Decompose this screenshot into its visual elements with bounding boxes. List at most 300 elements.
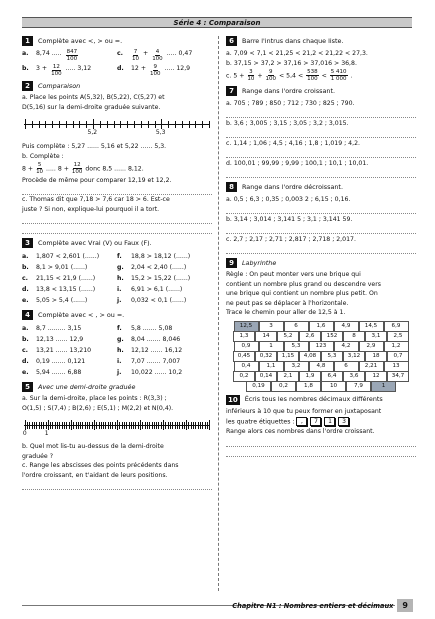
true-false-item[interactable] [117, 274, 212, 283]
tick-mark [59, 422, 60, 429]
compare-item[interactable] [22, 368, 117, 377]
true-false-item[interactable] [117, 263, 212, 272]
answer-line[interactable] [226, 205, 416, 214]
fraction [72, 162, 83, 175]
tick-mark [170, 422, 171, 429]
numerator: 4 [155, 49, 160, 55]
tick-mark [25, 119, 26, 129]
answer-line[interactable] [226, 225, 416, 234]
exercise-number: 3 [22, 238, 33, 248]
tick-mark [209, 121, 210, 128]
item-text: 0,19 ....... 0,121 [36, 358, 86, 365]
brick[interactable]: 14 [255, 331, 277, 342]
tick-mark [177, 422, 178, 429]
tick-mark [76, 422, 77, 429]
tick-mark [29, 422, 30, 429]
brick[interactable]: 12 [365, 371, 387, 382]
brick[interactable]: 1,3 [233, 331, 255, 342]
item-text: 12,12 ...... 16,12 [131, 347, 183, 354]
answer-line[interactable] [22, 225, 212, 234]
denominator: 100 [71, 169, 83, 175]
question-b-cont: graduée ? [22, 452, 53, 460]
brick[interactable]: 2,5 [387, 331, 409, 342]
brick[interactable]: 0,2 [233, 371, 255, 382]
tick-mark [202, 121, 203, 128]
tick-mark [147, 422, 148, 429]
true-false-item[interactable] [22, 285, 117, 294]
tick-mark [168, 422, 169, 429]
denominator: 10 [247, 76, 255, 82]
tick-mark [161, 119, 162, 129]
item-label: c. [226, 72, 232, 80]
tick-mark [189, 121, 190, 128]
true-false-item[interactable] [117, 252, 212, 261]
denominator: 100 [66, 56, 78, 62]
item-text: 5,94 ....... 6,88 [36, 369, 82, 376]
item-label: a. [22, 325, 29, 332]
tick-mark [124, 422, 125, 429]
tick-mark [66, 422, 67, 429]
tick-mark [39, 422, 40, 429]
question-a: a. Place les points A(5,32), B(5,22), C(5,27) et [22, 94, 165, 101]
brick[interactable]: 152 [321, 331, 343, 342]
tick-mark [25, 420, 26, 430]
true-false-item[interactable] [22, 296, 117, 305]
item-text: 8,74 ..... [36, 50, 62, 57]
exercise-instruction: Comparaison [38, 82, 81, 90]
tick-mark [50, 422, 51, 429]
numerator: 5 [37, 162, 42, 168]
tick-mark [92, 422, 93, 429]
compare-item[interactable] [117, 324, 212, 333]
exercise-instruction: Complète avec Vrai (V) ou Faux (F). [38, 239, 152, 247]
exercise-instruction: Complète avec < , > ou =. [38, 311, 125, 319]
item-text: ..... 12,9 [164, 65, 191, 72]
digit-tile[interactable]: , [296, 417, 307, 426]
item-text: 5,05 > 5,4 (......) [36, 297, 88, 304]
chapter-title: Chapitre N1 : Nombres entiers et décimaux [232, 601, 394, 610]
compare-item[interactable] [117, 357, 212, 366]
tick-mark [32, 121, 33, 128]
tick-mark [172, 422, 173, 429]
page-footer [232, 599, 413, 612]
fraction [247, 69, 254, 82]
item-text: 21,15 < 21,9 (......) [36, 275, 96, 282]
item-label: b. [22, 264, 29, 271]
item-text: donc 8,5 ...... 8,12. [85, 165, 144, 173]
brick[interactable]: 0,32 [255, 351, 277, 362]
item-text: 1,807 < 2,601 (......) [36, 253, 100, 260]
brick[interactable]: 3 [259, 321, 284, 332]
denominator: 100 [265, 76, 277, 82]
tick-mark [186, 420, 187, 430]
item-label: i. [117, 286, 122, 293]
denominator: 100 [307, 76, 318, 82]
brick[interactable]: 13 [384, 361, 409, 372]
tick-mark [94, 420, 95, 430]
digit-tile[interactable]: 1 [324, 417, 335, 426]
list-d: d. 100,01 ; 99,99 ; 9,99 ; 100,1 ; 10,1 ; 10,01. [226, 160, 369, 167]
brick[interactable]: 3,1 [365, 331, 387, 342]
item-label: e. [22, 369, 29, 376]
tick-mark [73, 422, 74, 429]
exercise-instruction: Labyrinthe [242, 259, 277, 267]
exercise-number: 9 [226, 258, 237, 268]
operator: + [257, 72, 263, 80]
rule-text: contient un nombre plus grand ou descendre vers [226, 280, 381, 288]
tick-mark [62, 422, 63, 429]
item-text: 8,7 ......... 3,15 [36, 325, 82, 332]
tick-mark [154, 422, 155, 429]
brick[interactable]: 1,15 [277, 351, 299, 362]
tick-mark [114, 121, 115, 128]
brick[interactable]: 0,4 [234, 361, 259, 372]
tick-mark [129, 422, 130, 429]
list-c: c. 2,7 ; 2,17 ; 2,71 ; 2,817 ; 2,718 ; 2,017. [226, 236, 356, 243]
brick-wall-labyrinth [226, 321, 416, 392]
answer-line[interactable] [22, 215, 212, 224]
question-c: c. Thomas dit que 7,18 > 7,6 car 18 > 6. Est-ce [22, 196, 170, 203]
number-line-a[interactable] [22, 116, 212, 138]
tick-mark [110, 422, 111, 429]
brick[interactable]: 4,8 [309, 361, 334, 372]
brick[interactable]: 1 [371, 381, 396, 392]
item-text: ..... 3,12 [65, 65, 92, 72]
question-c-cont: l'ordre croissant, en t'aidant de leurs positions. [22, 471, 168, 479]
item-text: 10,022 ...... 10,2 [131, 369, 183, 376]
true-false-grid [22, 251, 212, 306]
tick-mark [134, 121, 135, 128]
item-label: d. [117, 65, 124, 72]
brick[interactable]: 1,2 [384, 341, 409, 352]
compare-item[interactable] [117, 368, 212, 377]
tick-mark [127, 121, 128, 128]
answer-line[interactable] [22, 481, 212, 490]
brick[interactable]: 2,1 [277, 371, 299, 382]
tick-mark [117, 420, 118, 430]
list-a: a. 7,09 < 7,1 < 21,25 < 21,2 < 21,22 < 27,3. [226, 50, 368, 57]
answer-line[interactable] [226, 448, 416, 457]
exercise-instruction: Range dans l'ordre décroissant. [242, 183, 343, 191]
tick-mark [71, 420, 72, 430]
tick-mark [152, 422, 153, 429]
brick[interactable]: 8 [343, 331, 365, 342]
item-label: c. [22, 275, 29, 282]
brick[interactable]: 5,3 [321, 351, 343, 362]
column-divider [218, 36, 219, 591]
item-label: a. [22, 50, 29, 57]
item-text: 5,8 ....... 5,08 [131, 325, 173, 332]
brick[interactable]: 1,8 [296, 381, 321, 392]
brick[interactable]: 7,9 [346, 381, 371, 392]
true-false-item[interactable] [117, 296, 212, 305]
left-column [22, 36, 212, 494]
fraction [51, 64, 62, 77]
tick-mark [115, 422, 116, 429]
item-text: < 5,4 < [279, 72, 304, 80]
tick-mark [78, 422, 79, 429]
brick[interactable]: 0,2 [271, 381, 296, 392]
brick[interactable]: 2,9 [359, 341, 384, 352]
tick-mark [168, 121, 169, 128]
exercise-6 [226, 36, 416, 82]
tick-mark [131, 422, 132, 429]
exercise-1 [22, 36, 212, 77]
tick-mark [79, 121, 80, 128]
tick-mark [119, 422, 120, 429]
numerator: 9 [153, 64, 158, 70]
series-title: Série 4 : Comparaison [22, 17, 412, 28]
number-line-b[interactable] [22, 417, 212, 439]
fraction [152, 49, 163, 62]
compare-item[interactable] [22, 357, 117, 366]
list-b: b. 3,6 ; 3,005 ; 3,15 ; 3,05 ; 3,2 ; 3,015. [226, 120, 349, 127]
tick-label: 5,3 [155, 129, 166, 136]
true-false-item[interactable] [22, 263, 117, 272]
item-label: i. [117, 358, 122, 365]
item-text: 6,91 > 6,1 (......) [131, 286, 183, 293]
fraction [266, 69, 277, 82]
tick-mark [41, 422, 42, 429]
tick-mark [57, 422, 58, 429]
exercise-3 [22, 238, 212, 306]
brick[interactable]: 10 [321, 381, 346, 392]
brick[interactable]: 4,2 [334, 341, 359, 352]
tick-mark [205, 422, 206, 429]
item-text: 3 + [36, 65, 48, 72]
exercise-5 [22, 382, 212, 490]
compare-item[interactable] [22, 335, 117, 344]
tick-mark [43, 422, 44, 429]
brick[interactable]: 0,19 [246, 381, 271, 392]
tick-mark [175, 121, 176, 128]
tick-mark [193, 422, 194, 429]
item-text: ..... 0,47 [166, 50, 193, 57]
brick[interactable]: 3,12 [343, 351, 365, 362]
tick-mark [36, 422, 37, 429]
tick-mark [80, 422, 81, 429]
brick[interactable]: 14,5 [359, 321, 384, 332]
brick[interactable]: 0,14 [255, 371, 277, 382]
answer-line[interactable] [226, 129, 416, 138]
brick[interactable]: 6 [334, 361, 359, 372]
numerator: 5 410 [330, 69, 347, 75]
operator: < [321, 72, 327, 80]
exercise-number: 1 [22, 36, 33, 46]
answer-line[interactable] [226, 169, 416, 178]
exercise-number: 10 [228, 395, 238, 404]
tick-mark [182, 422, 183, 429]
brick[interactable]: 5,2 [277, 331, 299, 342]
tick-mark [45, 121, 46, 128]
answer-line[interactable] [226, 149, 416, 158]
tick-mark [138, 422, 139, 429]
compare-item[interactable] [22, 346, 117, 355]
brick[interactable]: 4,08 [299, 351, 321, 362]
item-text: 5 + [233, 72, 245, 80]
denominator: 100 [150, 71, 161, 77]
answer-line[interactable] [226, 109, 416, 118]
item-label: e. [22, 297, 29, 304]
item-label: c. [22, 347, 29, 354]
rule-text: Règle : On peut monter vers une brique qui [226, 271, 361, 278]
fraction [36, 162, 43, 175]
tick-mark [66, 121, 67, 128]
tick-mark [141, 121, 142, 128]
question-a: a. Sur la demi-droite, place les points : R(3,3) ; [22, 395, 167, 402]
item-text: 12 + [131, 65, 147, 72]
compare-item[interactable] [22, 324, 117, 333]
tick-mark [59, 121, 60, 128]
true-false-item[interactable] [117, 285, 212, 294]
item-text: 18,8 > 18,12 (......) [131, 253, 191, 260]
item-text: 8 + [22, 165, 34, 173]
tick-mark [158, 422, 159, 429]
item-text: 15,2 > 15,22 (......) [131, 275, 191, 282]
exercise-2 [22, 81, 212, 234]
operator: + [143, 50, 149, 57]
denominator: 1 000 [330, 76, 347, 82]
brick[interactable]: 0,45 [233, 351, 255, 362]
exercise-number: 2 [22, 81, 33, 91]
item-label: b. [22, 336, 29, 343]
brick[interactable]: 0,7 [387, 351, 409, 362]
tick-label: 5,2 [87, 129, 98, 136]
item-label: f. [117, 253, 122, 260]
brick[interactable]: 3,6 [343, 371, 365, 382]
tick-mark [140, 420, 141, 430]
list-a: a. 0,5 ; 6,3 ; 0,35 ; 0,003 2 ; 6,15 ; 0,16. [226, 196, 351, 203]
item-text: 12,13 ...... 12,9 [36, 336, 84, 343]
brick[interactable]: 1,1 [259, 361, 284, 372]
compare-grid [22, 323, 212, 378]
tick-mark [200, 422, 201, 429]
tick-label: 1 [44, 430, 49, 437]
tick-mark [198, 422, 199, 429]
item-label: d. [22, 286, 29, 293]
item-label: h. [117, 347, 124, 354]
tick-mark [82, 422, 83, 429]
item-text: 13,21 ...... 13,210 [36, 347, 92, 354]
tick-mark [126, 422, 127, 429]
list-c: c. 1,14 ; 1,06 ; 4,5 ; 4,16 ; 1,8 ; 1,019 ; 4,2. [226, 140, 360, 147]
tick-mark [148, 121, 149, 128]
digit-tile[interactable]: 7 [310, 417, 321, 426]
brick[interactable]: 3,2 [284, 361, 309, 372]
tick-mark [191, 422, 192, 429]
brick[interactable]: 6,4 [321, 371, 343, 382]
ex1-row [22, 49, 212, 62]
exercise-9 [226, 258, 416, 392]
brick[interactable]: 123 [309, 341, 334, 352]
tick-mark [52, 422, 53, 429]
answer-line[interactable] [22, 186, 212, 195]
answer-line[interactable] [226, 245, 416, 254]
brick[interactable]: 2,6 [299, 331, 321, 342]
item-label: g. [117, 336, 124, 343]
item-label: b. [22, 65, 29, 72]
list-b: b. 37,15 > 37,2 > 37,16 > 37,016 > 36,8. [226, 60, 357, 67]
item-label: j. [117, 297, 122, 304]
tick-mark [32, 422, 33, 429]
question-a-cont: O(1,5) ; S(7,4) ; B(2,6) ; E(5,1) ; M(2,2) et N(0,4). [22, 404, 174, 412]
item-label: a. [22, 253, 29, 260]
brick[interactable]: 6 [284, 321, 309, 332]
tick-mark [64, 422, 65, 429]
fraction [150, 64, 161, 77]
answer-line[interactable] [226, 438, 416, 447]
right-column [226, 36, 416, 461]
item-text: 7,07 ....... 7,007 [131, 358, 181, 365]
brick[interactable]: 1 [259, 341, 284, 352]
brick[interactable]: 1,6 [309, 321, 334, 332]
item-text: 2,04 < 2,40 (......) [131, 264, 187, 271]
tick-label: 0 [22, 430, 27, 437]
item-text: 0,032 < 0,1 (......) [131, 297, 187, 304]
tick-mark [165, 422, 166, 429]
tick-mark [99, 422, 100, 429]
item-text: 13,8 < 13,15 (......) [36, 286, 96, 293]
exercise-number: 4 [22, 310, 33, 320]
compare-item[interactable] [117, 335, 212, 344]
tick-mark [46, 422, 47, 429]
numerator: 7 [133, 49, 138, 55]
brick[interactable]: 5,3 [284, 341, 309, 352]
tick-mark [142, 422, 143, 429]
numerator: 538 [307, 69, 318, 75]
question-a-cont: D(5,16) sur la demi-droite graduée suivante. [22, 103, 161, 111]
item-label: g. [117, 264, 124, 271]
true-false-item[interactable] [22, 252, 117, 261]
brick[interactable]: 2,21 [359, 361, 384, 372]
denominator: 100 [51, 71, 62, 77]
brick[interactable]: 4,9 [334, 321, 359, 332]
ex1-item-b [22, 64, 117, 77]
numerator: 12 [73, 162, 81, 168]
exercise-text [226, 417, 416, 427]
label-tiles [296, 417, 349, 426]
brick[interactable]: 12,5 [234, 321, 259, 332]
true-false-item[interactable] [22, 274, 117, 283]
tick-mark [195, 422, 196, 429]
item-label: c. [117, 50, 124, 57]
numerator: 847 [66, 49, 78, 55]
tick-mark [93, 119, 94, 129]
compare-item[interactable] [117, 346, 212, 355]
brick[interactable]: 18 [365, 351, 387, 362]
list-a: a. 705 ; 789 ; 850 ; 712 ; 730 ; 825 ; 790. [226, 100, 355, 107]
exercise-7 [226, 86, 416, 178]
digit-tile[interactable]: 3 [338, 417, 349, 426]
tick-mark [39, 121, 40, 128]
item-text: . [350, 72, 353, 80]
exercise-4 [22, 310, 212, 378]
tick-mark [175, 422, 176, 429]
exercise-instruction: Barre l'intrus dans chaque liste. [242, 37, 344, 45]
ex1-row [22, 64, 212, 77]
item-text: ..... 8 + [46, 165, 69, 173]
brick[interactable]: 1,9 [299, 371, 321, 382]
fraction [66, 49, 79, 62]
brick[interactable]: 6,9 [384, 321, 409, 332]
complete-line: Puis complète : 5,27 ...... 5,16 et 5,22 ...... 5,3. [22, 143, 167, 150]
brick[interactable]: 34,7 [387, 371, 409, 382]
exercise-number: 8 [226, 182, 237, 192]
trace-instruction: Trace le chemin pour aller de 12,5 à 1. [226, 309, 346, 316]
list-b: b. 3,14 ; 3,014 ; 3,141 5 ; 3,1 ; 3,141 59. [226, 216, 353, 223]
brick[interactable]: 0,9 [234, 341, 259, 352]
tick-mark [85, 422, 86, 429]
